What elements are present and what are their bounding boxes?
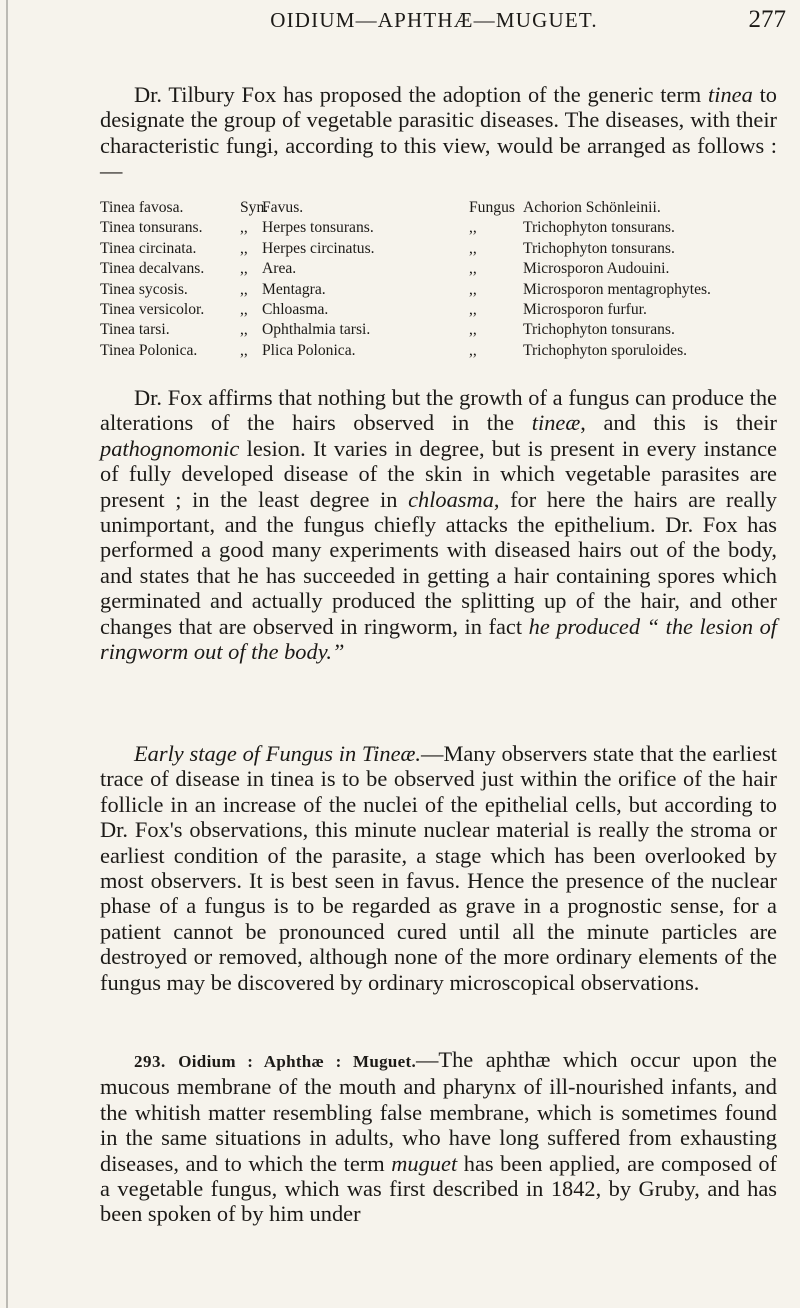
classification-table [100,198,790,361]
table-row: Tinea circinata. ,, Herpes circinatus. ,, Trichophyton tonsurans. [100,239,675,257]
section-title: Oidium : Aphthæ : Muguet. [178,1052,417,1071]
intro-paragraph: Dr. Tilbury Fox has proposed the adoption of the generic term tinea to designate the group of vegetable parasitic diseases. The diseases, with their characteristic fungi, according to this view, would be arranged as follows :— [100,82,777,184]
table-row: Tinea tonsurans. ,, Herpes tonsurans. ,, Trichophyton tonsurans. [100,219,675,237]
table-row: Tinea versicolor. ,, Chloasma. ,, Microsporon furfur. [100,300,647,318]
running-head: OIDIUM—APHTHÆ—MUGUET. [270,8,598,32]
paragraph-pathognomonic: Dr. Fox affirms that nothing but the growth of a fungus can produce the alterations of the hairs observed in the tineæ, and this is their pathognomonic lesion. It varies in degree, but is present in every instance of fully developed disease of the skin in which vegetable parasites are present ; in the least degree in chloasma, for here the hairs are really unimportant, and the fungus chiefly attacks the epithelium. Dr. Fox has performed a good many experiments with diseased hairs out of the body, and states that he has succeeded in getting a hair containing spores which germinated and actually produced the splitting up of the hair, and other changes that are observed in ringworm, in fact he produced “ the lesion of ringworm out of the body.” [100,385,777,665]
table-row: Tinea sycosis. ,, Mentagra. ,, Microsporon mentagrophytes. [100,280,711,298]
page-number: 277 [748,6,786,33]
paragraph-early-stage: Early stage of Fungus in Tineæ.—Many observers state that the earliest trace of disease in tinea is to be observed just within the orifice of the hair follicle in an increase of the nuclei of the epithelial cells, but according to Dr. Fox's observations, this minute nuclear material is really the stroma or earliest condition of the parasite, a stage which has been overlooked by most observers. It is best seen in favus. Hence the presence of the nuclear phase of a fungus is to be regarded as grave in a prognostic sense, for a patient cannot be pronounced cured until all the minute particles are destroyed or removed, although none of the more ordinary elements of the fungus may be discovered by ordinary microscopical observations. [100,741,778,995]
section-heading-early-stage: Early stage of Fungus in Tineæ. [134,741,422,766]
table-row: Tinea tarsi. ,, Ophthalmia tarsi. ,, Trichophyton tonsurans. [100,321,675,339]
table-row: Tinea Polonica. ,, Plica Polonica. ,, Trichophyton sporuloides. [100,341,688,359]
paragraph-oidium: 293. Oidium : Aphthæ : Muguet.—The aphthæ which occur upon the mucous membrane of the mouth and pharynx of ill-nourished infants, and the whitish matter resembling false membrane, which is sometimes found in the same situations in adults, who have long suffered from exhausting diseases, and to which the term muguet has been applied, are composed of a vegetable fungus, which was first described in 1842, by Gruby, and has been spoken of by him under [100,1047,777,1227]
table-row: Tinea decalvans. ,, Area. ,, Microsporon Audouini. [100,260,670,278]
page-edge-line [6,0,8,1308]
section-number: 293. [134,1052,166,1071]
page-header [96,4,786,40]
table-row: Tinea favosa. Syn. Favus. Fungus Achorion Schönleinii. [100,199,661,216]
